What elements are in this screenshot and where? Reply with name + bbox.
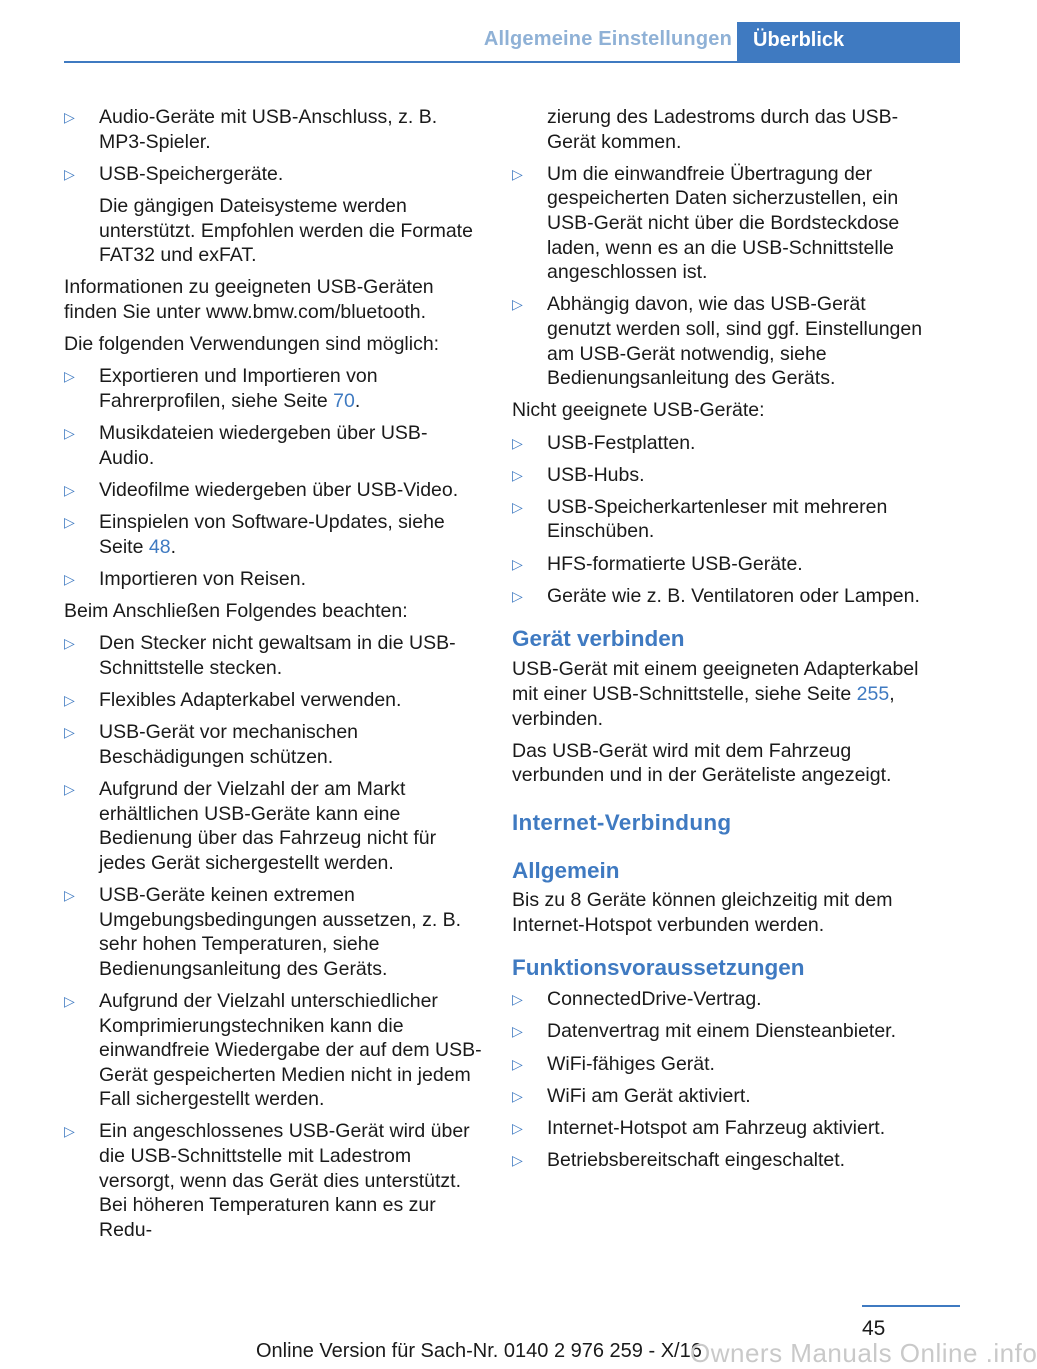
list-item: ▷ WiFi am Gerät aktiviert. xyxy=(512,1084,751,1107)
footer-version: Online Version für Sach-Nr. 0140 2 976 259 - X/16 xyxy=(256,1340,702,1362)
watermark: Owners Manuals Online .info xyxy=(690,1338,1037,1368)
page-link[interactable]: 255 xyxy=(856,683,890,706)
list-item: ▷ Betriebsbereitschaft eingeschaltet. xyxy=(512,1149,846,1172)
list-item: ▷ Aufgrund der Vielzahl der am Markt erhältlichen USB-Geräte kann eine Bedienung über das Fahrzeug nicht für jedes Gerät sichergestellt werden. xyxy=(64,777,437,874)
list-item: ▷ Videofilme wiedergeben über USB-Video. xyxy=(64,478,459,501)
bullet-triangle-icon: ▷ xyxy=(512,991,523,1008)
bullet-triangle-icon: ▷ xyxy=(64,165,75,182)
bullet-triangle-icon: ▷ xyxy=(512,1119,523,1136)
heading-internet-connection: Internet-Verbindung xyxy=(512,810,732,835)
list-item: ▷ Den Stecker nicht gewaltsam in die USB-Schnittstelle stecken. xyxy=(64,632,456,679)
list-item: ▷ Exportieren und Importieren von Fahrerprofilen, siehe Seite 70. xyxy=(64,365,378,412)
right-column xyxy=(512,105,930,1180)
bullet-triangle-icon: ▷ xyxy=(512,1023,523,1040)
page-link[interactable]: 70 xyxy=(333,389,355,412)
list-item: ▷ Abhängig davon, wie das USB-Gerät genutzt werden soll, sind ggf. Einstellungen am USB-Gerät notwendig, siehe Bedienungsanleitung des Geräts. xyxy=(512,293,923,390)
bullet-triangle-icon: ▷ xyxy=(512,466,523,483)
bullet-triangle-icon: ▷ xyxy=(64,425,75,442)
list-item: ▷ HFS-formatierte USB-Geräte. xyxy=(512,552,803,575)
page-number: 45 xyxy=(862,1317,886,1340)
page-header xyxy=(0,0,960,62)
list-item-continued: zierung des Ladestroms durch das USB-Gerät kommen. xyxy=(547,106,899,153)
paragraph: Die folgenden Verwendungen sind möglich: xyxy=(64,333,440,356)
bullet-triangle-icon: ▷ xyxy=(64,724,75,741)
paragraph: Bis zu 8 Geräte können gleichzeitig mit dem Internet-Hotspot verbunden werden. xyxy=(512,889,893,936)
header-rule xyxy=(64,61,960,63)
heading-general: Allgemein xyxy=(512,858,620,883)
list-item: ▷ Einspielen von Software-Updates, siehe Seite 48. xyxy=(64,511,445,558)
list-item: ▷ Musikdateien wiedergeben über USB-Audio. xyxy=(64,422,428,469)
bullet-triangle-icon: ▷ xyxy=(512,555,523,572)
left-column xyxy=(64,105,482,1250)
bullet-triangle-icon: ▷ xyxy=(64,1123,75,1140)
bullet-triangle-icon: ▷ xyxy=(64,481,75,498)
bullet-triangle-icon: ▷ xyxy=(64,570,75,587)
list-item: ▷ Geräte wie z. B. Ventilatoren oder Lampen. xyxy=(512,584,920,607)
heading-requirements: Funktionsvoraussetzungen xyxy=(512,955,805,981)
chapter-tab[interactable]: Überblick xyxy=(737,22,960,62)
page-link[interactable]: 48 xyxy=(148,535,171,558)
list-item: ▷ ConnectedDrive-Vertrag. xyxy=(512,988,762,1011)
list-item: ▷ Flexibles Adapterkabel verwenden. xyxy=(64,689,402,711)
bullet-triangle-icon: ▷ xyxy=(64,692,75,708)
list-item: ▷ USB-Festplatten. xyxy=(512,431,696,454)
bullet-triangle-icon: ▷ xyxy=(512,1152,523,1169)
bullet-triangle-icon: ▷ xyxy=(64,886,75,903)
list-item-subtext: Die gängigen Dateisysteme werden unterstützt. Empfohlen werden die Formate FAT32 und exFAT. xyxy=(99,194,473,267)
bullet-triangle-icon: ▷ xyxy=(64,514,75,531)
heading-connect-device: Gerät verbinden xyxy=(512,626,685,652)
list-item: ▷ Aufgrund der Vielzahl unterschiedlicher Komprimierungstechniken kann die einwandfreie Wiedergabe der auf dem USB-Gerät gespeicherten Medien nicht in jedem Fall sichergestellt werden. xyxy=(64,989,482,1111)
bullet-triangle-icon: ▷ xyxy=(512,1087,523,1104)
paragraph: Das USB-Gerät wird mit dem Fahrzeug verbunden und in der Geräteliste angezeigt. xyxy=(512,739,892,787)
list-item: ▷ Ein angeschlossenes USB-Gerät wird über die USB-Schnittstelle mit Ladestrom versorgt, wenn das Gerät dies unterstützt. Bei höheren Temperaturen kann es zur Redu- xyxy=(64,1120,470,1241)
bullet-triangle-icon: ▷ xyxy=(512,1055,523,1072)
list-item: ▷ USB-Gerät vor mechanischen Beschädigungen schützen. xyxy=(64,721,359,768)
list-item: ▷ USB-Speichergeräte. Die gängigen Dateisysteme werden unterstützt. Empfohlen werden die Formate FAT32 und exFAT. xyxy=(64,162,482,268)
list-item: ▷ Audio-Geräte mit USB-Anschluss, z. B. MP3-Spieler. xyxy=(64,106,438,153)
bullet-triangle-icon: ▷ xyxy=(64,109,75,125)
bullet-triangle-icon: ▷ xyxy=(512,498,523,515)
bullet-triangle-icon: ▷ xyxy=(512,165,523,182)
footer-rule xyxy=(862,1305,960,1307)
list-item: ▷ Um die einwandfreie Übertragung der gespeicherten Daten sicherzustellen, ein USB-Gerät nicht über die Bordsteckdose laden, wenn es an die USB-Schnittstelle angeschlossen ist. xyxy=(512,162,900,284)
bullet-triangle-icon: ▷ xyxy=(64,635,75,652)
list-item: ▷ WiFi-fähiges Gerät. xyxy=(512,1052,715,1075)
paragraph: Beim Anschließen Folgendes beachten: xyxy=(64,600,408,623)
list-item: ▷ Importieren von Reisen. xyxy=(64,567,307,590)
bullet-triangle-icon: ▷ xyxy=(64,780,75,797)
list-item: ▷ Datenvertrag mit einem Diensteanbieter. xyxy=(512,1020,897,1043)
bullet-triangle-icon: ▷ xyxy=(64,992,75,1009)
list-item: ▷ Internet-Hotspot am Fahrzeug aktiviert. xyxy=(512,1116,886,1139)
bullet-triangle-icon: ▷ xyxy=(512,434,523,451)
section-title: Allgemeine Einstellungen xyxy=(483,28,732,50)
list-item: ▷ USB-Hubs. xyxy=(512,463,645,486)
bullet-triangle-icon: ▷ xyxy=(512,296,523,313)
paragraph: Nicht geeignete USB-Geräte: xyxy=(512,399,765,422)
paragraph: USB-Gerät mit einem geeigneten Adapterkabel mit einer USB-Schnittstelle, siehe Seite 255, verbinden. xyxy=(512,658,919,730)
paragraph: Informationen zu geeigneten USB-Geräten finden Sie unter www.bmw.com/bluetooth. xyxy=(64,276,434,323)
list-item: ▷ USB-Speicherkartenleser mit mehreren Einschüben. xyxy=(512,495,888,543)
list-item: ▷ USB-Geräte keinen extremen Umgebungsbedingungen aussetzen, z. B. sehr hohen Temperaturen, siehe Bedienungsanleitung des Geräts. xyxy=(64,883,462,980)
bullet-triangle-icon: ▷ xyxy=(512,587,523,604)
bullet-triangle-icon: ▷ xyxy=(64,368,75,385)
